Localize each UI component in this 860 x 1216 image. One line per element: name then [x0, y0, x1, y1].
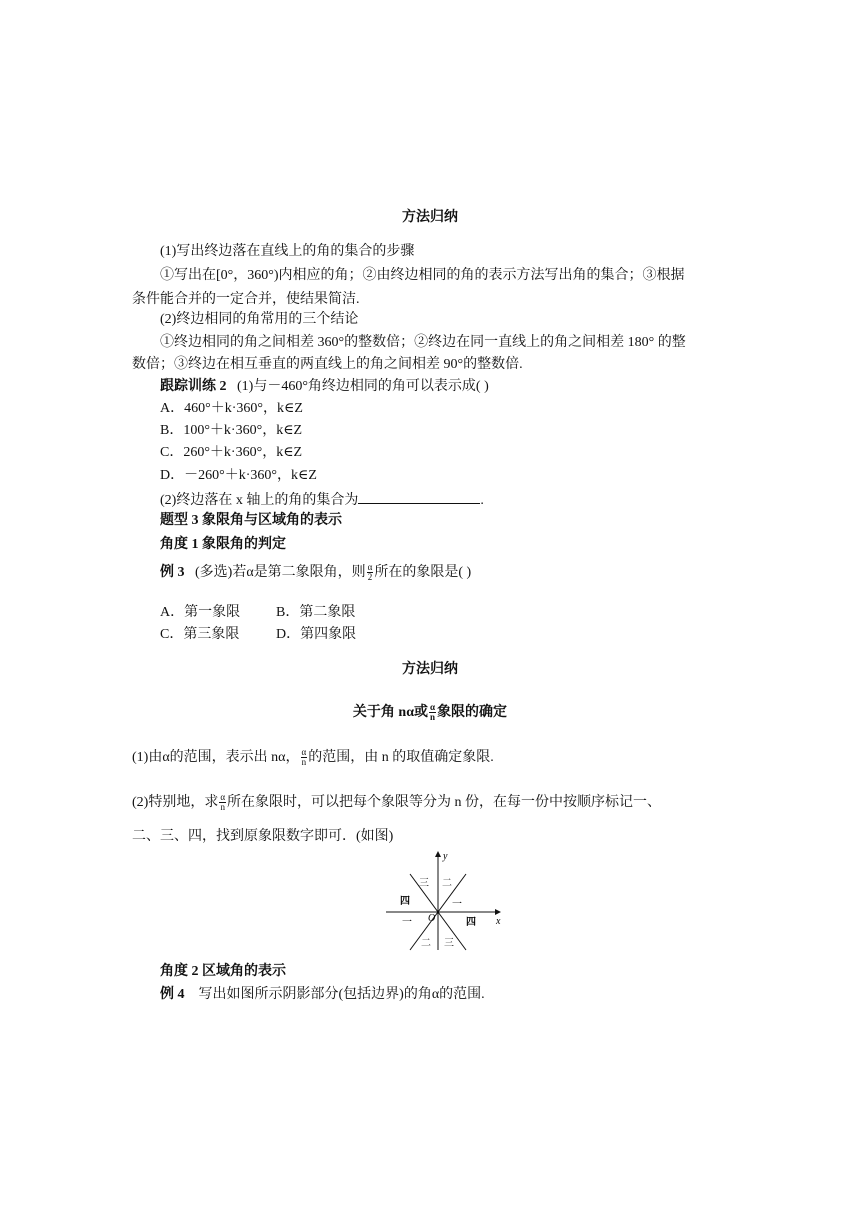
region-label: 一	[402, 917, 412, 928]
exercise-2-option-b: B．100°＋k·360°，k∈Z	[160, 423, 303, 438]
exercise-2-option-d: D．－260°＋k·360°，k∈Z	[160, 468, 317, 483]
rule-2	[132, 793, 661, 813]
example-3-text-a: (多选)若α是第二象限角，则	[195, 565, 366, 580]
rule-2-cont: 二、三、四，找到原象限数字即可．(如图)	[132, 829, 394, 844]
rule-2-fraction: $\frac{\alpha}{n}$	[220, 792, 226, 813]
example-4-text: 写出如图所示阴影部分(包括边界)的角α的范围.	[198, 987, 485, 1002]
exercise-2-question	[160, 377, 489, 397]
region-label: 三	[419, 878, 429, 889]
method-step-body: ①写出在[0°，360°)内相应的角；②由终边相同的角的表示方法写出角的集合；③根据	[160, 268, 685, 283]
conclusion-body-cont: 数倍；③终边在相互垂直的两直线上的角之间相差 90°的整数倍.	[132, 357, 523, 372]
rule-1-fraction: $\frac{\alpha}{n}$	[301, 747, 307, 768]
exercise-2-q1: (1)与－460°角终边相同的角可以表示成( )	[237, 379, 489, 394]
region-label: 四	[466, 917, 476, 928]
alpha-over-2-fraction: $\frac{\alpha}{2}$	[367, 562, 373, 583]
example-3-option-b: B．第二象限	[276, 605, 356, 620]
rule-1-text-b: 的范围，由 n 的取值确定象限.	[308, 750, 494, 765]
example-3-label: 例 3	[160, 565, 185, 580]
conclusion-title: (2)终边相同的角常用的三个结论	[160, 312, 359, 327]
rule-2-text-b: 所在象限时，可以把每个象限等分为 n 份，在每一份中按顺序标记一、	[227, 795, 662, 810]
example-3-option-c: C．第三象限	[160, 627, 240, 642]
subtitle-text-b: 象限的确定	[437, 705, 508, 720]
quadrant-division-figure	[380, 846, 510, 954]
angle-2-title: 角度 2 区域角的表示	[160, 964, 286, 979]
example-3-option-a: A．第一象限	[160, 605, 241, 620]
region-label: 二	[421, 938, 431, 949]
example-4-question	[160, 985, 485, 1005]
answer-blank[interactable]	[358, 489, 480, 504]
example-4-label: 例 4	[160, 987, 185, 1002]
exercise-2-label: 跟踪训练 2	[160, 379, 227, 394]
rule-1-text-a: (1)由α的范围，表示出 nα，	[132, 750, 300, 765]
y-axis-label: y	[443, 851, 448, 862]
type-3-title: 题型 3 象限角与区域角的表示	[160, 513, 342, 528]
example-3-option-d: D．第四象限	[276, 627, 357, 642]
rule-2-text-a: (2)特别地，求	[132, 795, 219, 810]
x-axis-label: x	[496, 916, 501, 927]
method-step-body-cont: 条件能合并的一定合并，使结果简洁.	[132, 292, 360, 307]
conclusion-body: ①终边相同的角之间相差 360°的整数倍；②终边在同一直线上的角之间相差 180° 的整	[160, 335, 686, 350]
exercise-2-option-c: C．260°＋k·360°，k∈Z	[160, 445, 303, 460]
exercise-2-q2	[160, 489, 484, 511]
origin-label: O	[428, 913, 436, 924]
method-step-title: (1)写出终边落在直线上的角的集合的步骤	[160, 244, 415, 259]
method-summary-heading-2: 方法归纳	[402, 662, 458, 677]
angle-1-title: 角度 1 象限角的判定	[160, 537, 286, 552]
exercise-2-q2-text: (2)终边落在 x 轴上的角的集合为	[160, 493, 359, 508]
example-3-text-b: 所在的象限是( )	[374, 565, 472, 580]
region-label: 四	[400, 896, 410, 907]
example-3-question	[160, 563, 471, 583]
exercise-2-q2-end: .	[480, 493, 484, 508]
subtitle-text-a: 关于角 nα或	[352, 705, 429, 720]
region-label: 三	[444, 938, 454, 949]
alpha-over-n-fraction: $\frac{\alpha}{n}$	[430, 702, 436, 723]
quadrant-determination-subtitle	[0, 703, 860, 723]
region-label: 一	[452, 899, 462, 910]
exercise-2-option-a: A．460°＋k·360°，k∈Z	[160, 401, 303, 416]
region-label: 二	[442, 878, 452, 889]
rule-1	[132, 748, 494, 768]
method-summary-heading: 方法归纳	[402, 210, 458, 225]
